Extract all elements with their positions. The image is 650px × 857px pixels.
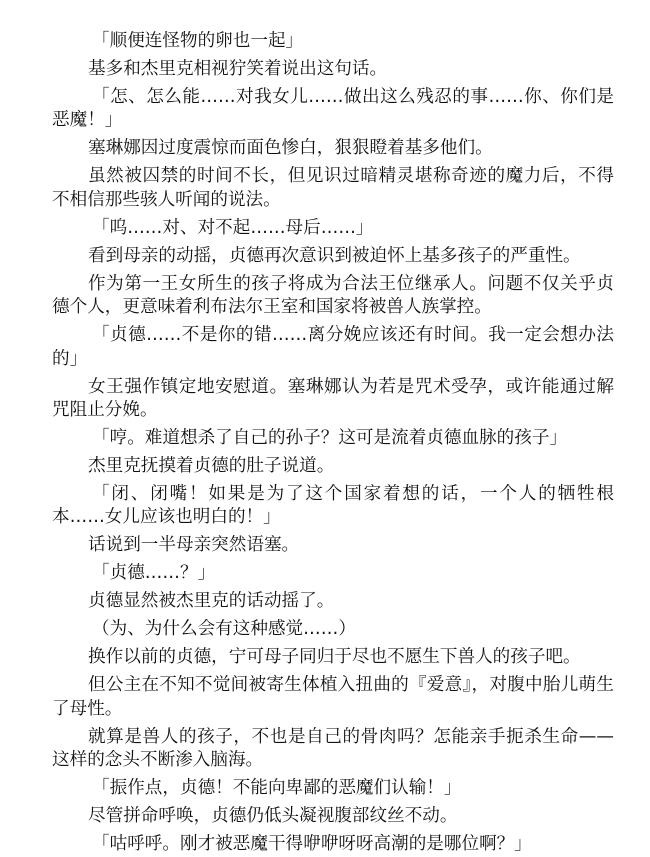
paragraph: 「顺便连怪物的卵也一起」	[92, 31, 304, 51]
paragraph: 话说到一半母亲突然语塞。	[88, 535, 300, 556]
paragraph: 「怎、怎么能……对我女儿……做出这么残忍的事……你、你们是恶魔！」	[52, 87, 614, 131]
paragraph: 塞琳娜因过度震惊而面色惨白，狠狠瞪着基多他们。	[88, 138, 493, 159]
paragraph: 杰里克抚摸着贞德的肚子说道。	[88, 456, 335, 477]
paragraph: 「咕呼呼。刚才被恶魔干得咿咿呀呀高潮的是哪位啊？」	[92, 834, 532, 855]
paragraph: 虽然被囚禁的时间不长，但见识过暗精灵堪称奇迹的魔力后，不得不相信那些骇人听闻的说法。	[52, 166, 614, 210]
paragraph: 换作以前的贞德，宁可母子同归于尽也不愿生下兽人的孩子吧。	[88, 647, 581, 668]
paragraph: 「贞德……？」	[92, 563, 216, 584]
paragraph: 贞德显然被杰里克的话动摇了。	[88, 591, 335, 612]
paragraph: 「贞德……不是你的错……离分娩应该还有时间。我一定会想办法的」	[52, 325, 614, 369]
paragraph: 基多和杰里克相视狞笑着说出这句话。	[88, 59, 388, 79]
paragraph: 「呜……对、对不起……母后……」	[92, 217, 374, 238]
paragraph: 看到母亲的动摇，贞德再次意识到被迫怀上基多孩子的严重性。	[88, 245, 581, 266]
paragraph: 「哼。难道想杀了自己的孙子？这可是流着贞德血脉的孩子」	[92, 428, 568, 449]
paragraph: 女王强作镇定地安慰道。塞琳娜认为若是咒术受孕，或许能通过解咒阻止分娩。	[52, 376, 614, 421]
paragraph: 尽管拼命呼唤，贞德仍低头凝视腹部纹丝不动。	[88, 806, 458, 827]
paragraph: 「振作点，贞德！不能向卑鄙的恶魔们认输！」	[92, 778, 462, 799]
paragraph: （为、为什么会有这种感觉……）	[92, 619, 356, 640]
paragraph: 就算是兽人的孩子，不也是自己的骨肉吗？怎能亲手扼杀生命——这样的念头不断渗入脑海。	[52, 726, 614, 771]
paragraph: 「闭、闭嘴！如果是为了这个国家着想的话，一个人的牺牲根本……女儿应该也明白的！」	[52, 484, 614, 528]
paragraph: 作为第一王女所生的孩子将成为合法王位继承人。问题不仅关乎贞德个人，更意味着利布法尔王室和国家将被兽人族掌控。	[52, 273, 614, 318]
paragraph: 但公主在不知不觉间被寄生体植入扭曲的『爱意』，对腹中胎儿萌生了母性。	[52, 675, 614, 719]
